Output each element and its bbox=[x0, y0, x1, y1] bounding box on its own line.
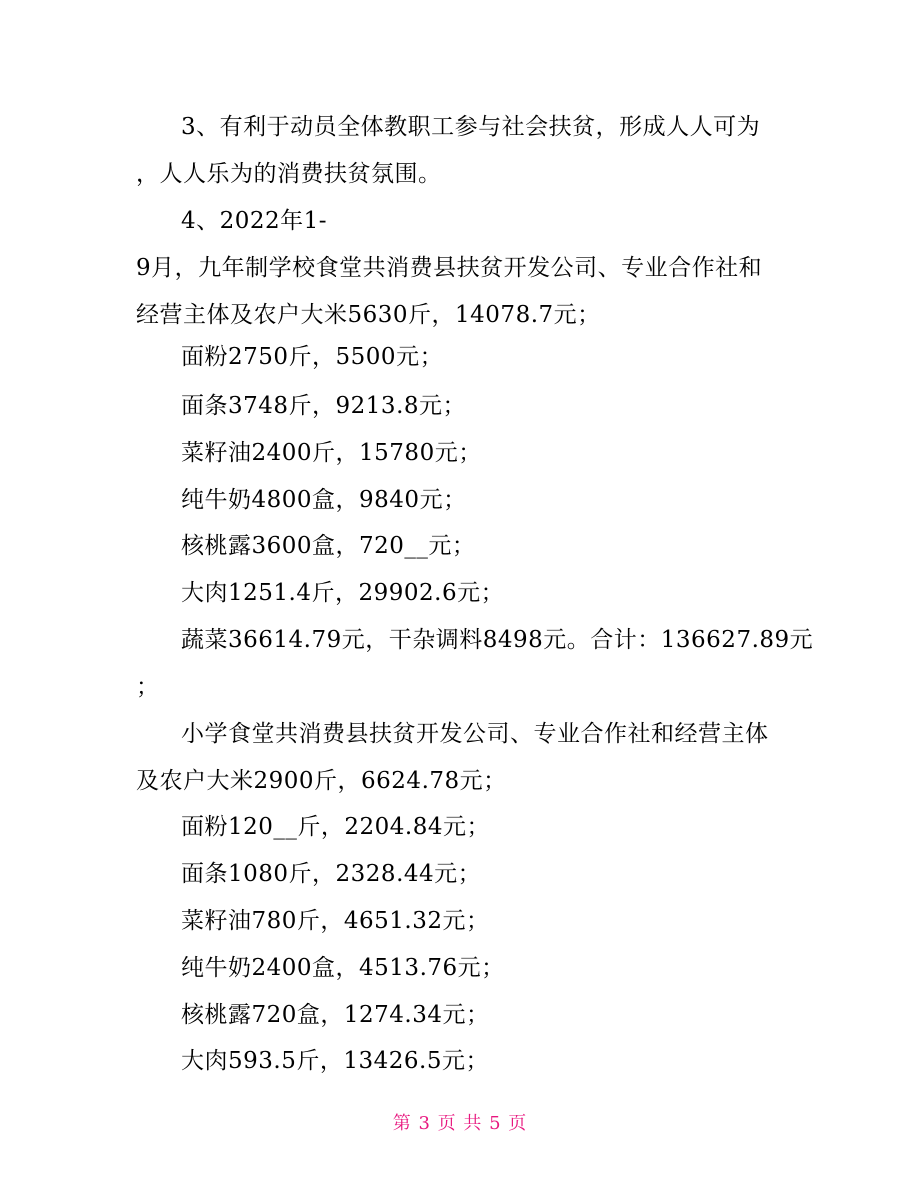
text-line: 蔬菜36614.79元，干杂调料8498元。合计：136627.89元 bbox=[181, 627, 814, 653]
page-number-footer: 第 3 页 共 5 页 bbox=[392, 1113, 528, 1134]
text-line: 大肉593.5斤，13426.5元； bbox=[181, 1048, 489, 1074]
text-line: 大肉1251.4斤，29902.6元； bbox=[181, 580, 505, 606]
text-line: 菜籽油2400斤，15780元； bbox=[181, 440, 482, 466]
text-line: ； bbox=[136, 674, 160, 700]
text-line: ，人人乐为的消费扶贫氛围。 bbox=[136, 161, 442, 187]
text-line: 面条1080斤，2328.44元； bbox=[181, 861, 482, 887]
text-line: 核桃露720盒，1274.34元； bbox=[181, 1002, 490, 1028]
text-line: 核桃露3600盒，720__元； bbox=[181, 533, 476, 559]
text-line: 4、2022年1- bbox=[181, 208, 328, 234]
text-line: 经营主体及农户大米5630斤，14078.7元； bbox=[136, 302, 601, 328]
text-line: 面粉2750斤，5500元； bbox=[181, 344, 444, 370]
text-line: 面条3748斤，9213.8元； bbox=[181, 393, 467, 419]
text-line: 纯牛奶4800盒，9840元； bbox=[181, 487, 467, 513]
text-line: 9月，九年制学校食堂共消费县扶贫开发公司、专业合作社和 bbox=[136, 255, 763, 281]
text-line: 菜籽油780斤，4651.32元； bbox=[181, 908, 490, 934]
text-line: 3、有利于动员全体教职工参与社会扶贫，形成人人可为 bbox=[181, 114, 761, 140]
text-line: 小学食堂共消费县扶贫开发公司、专业合作社和经营主体 bbox=[181, 721, 769, 747]
text-line: 面粉120__斤，2204.84元； bbox=[181, 814, 491, 840]
text-line: 纯牛奶2400盒，4513.76元； bbox=[181, 955, 505, 981]
text-line: 及农户大米2900斤，6624.78元； bbox=[136, 768, 507, 794]
